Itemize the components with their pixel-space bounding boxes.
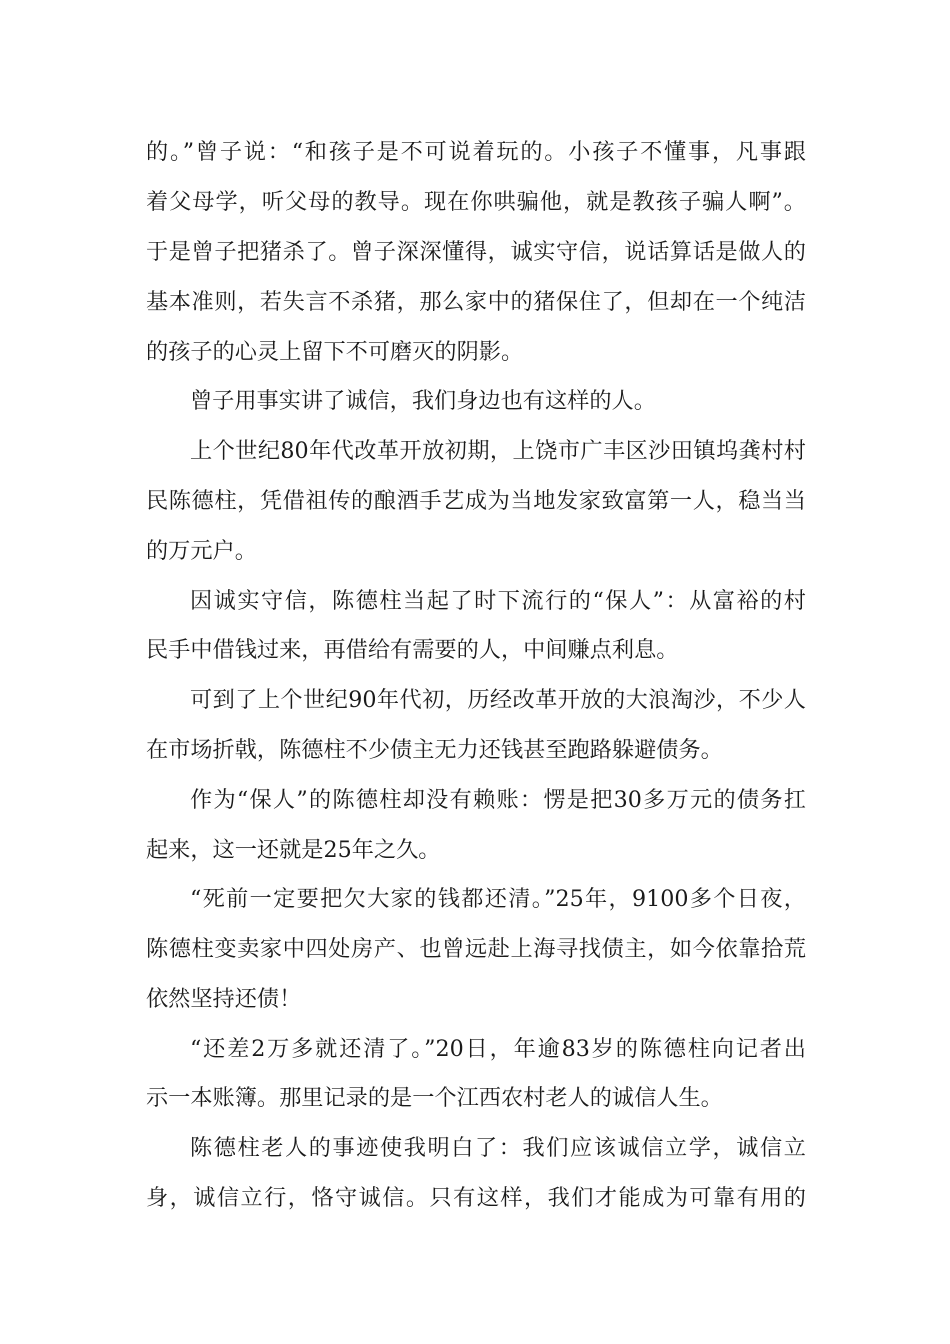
text-line: 着父母学，听父母的教导。现在你哄骗他，就是教孩子骗人啊”。 — [146, 189, 806, 215]
text-line: 民手中借钱过来，再借给有需要的人，中间赚点利息。 — [146, 637, 679, 663]
text-line: 于是曾子把猪杀了。曾子深深懂得，诚实守信，说话算话是做人的 — [146, 239, 806, 265]
text-line: 因诚实守信，陈德柱当起了时下流行的“保人”：从富裕的村 — [190, 588, 806, 614]
text-line: 上个世纪80年代改革开放初期，上饶市广丰区沙田镇坞龚村村 — [190, 438, 806, 464]
text-line: 示一本账簿。那里记录的是一个江西农村老人的诚信人生。 — [146, 1085, 723, 1111]
text-line: 的万元户。 — [146, 538, 257, 564]
text-line: 陈德柱老人的事迹使我明白了：我们应该诚信立学，诚信立 — [190, 1135, 806, 1161]
text-line: 在市场折戟，陈德柱不少债主无力还钱甚至跑路躲避债务。 — [146, 737, 723, 763]
text-line: 曾子用事实讲了诚信，我们身边也有这样的人。 — [190, 388, 656, 414]
text-line: 依然坚持还债！ — [146, 986, 302, 1012]
text-line: 起来，这一还就是25年之久。 — [146, 837, 441, 863]
text-line: 基本准则，若失言不杀猪，那么家中的猪保住了，但却在一个纯洁 — [146, 289, 806, 315]
text-line: “死前一定要把欠大家的钱都还清。”25年，9100多个日夜， — [190, 886, 806, 912]
text-line: 的。”曾子说：“和孩子是不可说着玩的。小孩子不懂事，凡事跟 — [146, 139, 806, 165]
text-line: 陈德柱变卖家中四处房产、也曾远赴上海寻找债主，如今依靠拾荒 — [146, 936, 806, 962]
text-line: “还差2万多就还清了。”20日，年逾83岁的陈德柱向记者出 — [190, 1036, 806, 1062]
text-line: 的孩子的心灵上留下不可磨灭的阴影。 — [146, 339, 524, 365]
text-line: 民陈德柱，凭借祖传的酿酒手艺成为当地发家致富第一人，稳当当 — [146, 488, 806, 514]
text-line: 可到了上个世纪90年代初，历经改革开放的大浪淘沙，不少人 — [190, 687, 806, 713]
text-line: 作为“保人”的陈德柱却没有赖账：愣是把30多万元的债务扛 — [190, 787, 806, 813]
text-line: 身，诚信立行，恪守诚信。只有这样，我们才能成为可靠有用的 — [146, 1185, 806, 1211]
